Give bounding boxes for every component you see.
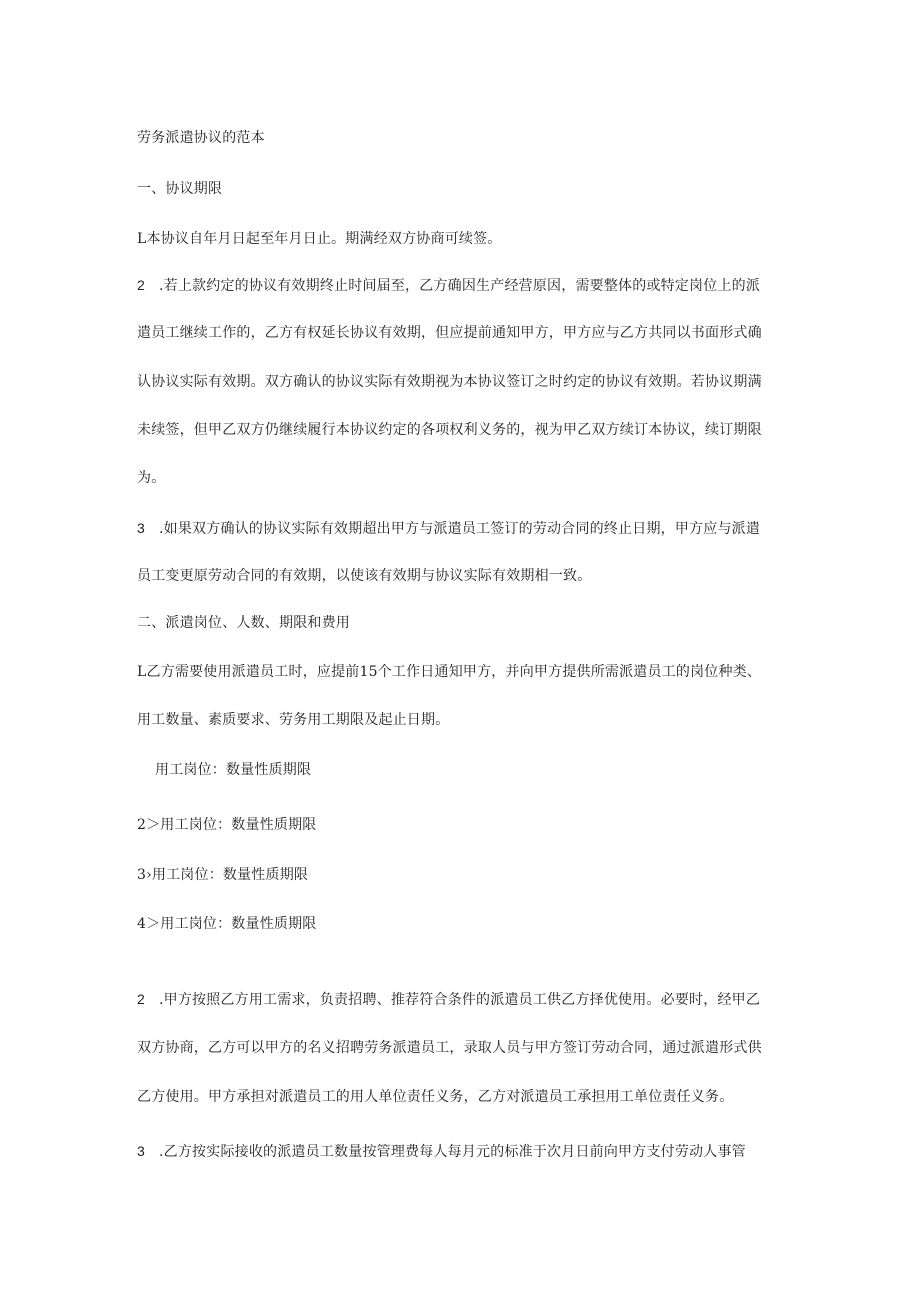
document-title: 劳务派遣协议的范本 (137, 130, 265, 146)
paragraph-dispatch-2-line3: 乙方使用。甲方承担对派遣员工的用人单位责任义务，乙方对派遣员工承担用工单位责任义务。 (137, 1089, 734, 1105)
paragraph-term-2-line2: 遣员工继续工作的，乙方有权延长协议有效期，但应提前通知甲方，甲方应与乙方共同以书面形式确 (137, 325, 762, 341)
text-line: .甲方按照乙方用工需求，负责招聘、推荐符合条件的派遣员工供乙方择优使用。必要时，经甲乙 (159, 992, 761, 1008)
paragraph-dispatch-2-line2: 双方协商，乙方可以甲方的名义招聘劳务派遣员工，录取人员与甲方签订劳动合同，通过派遣形式供 (137, 1040, 762, 1056)
item-number: 2 (137, 277, 145, 293)
text-line: .若上款约定的协议有效期终止时间届至，乙方确因生产经营原因，需要整体的或特定岗位上的派 (159, 278, 761, 294)
paragraph-dispatch-3-line1 (137, 1141, 746, 1162)
paragraph-term-2-line5: 为。 (137, 470, 166, 486)
text-line: .如果双方确认的协议实际有效期超出甲方与派遣员工签订的劳动合同的终止日期，甲方应与派遣 (159, 521, 761, 537)
paragraph-term-3-line2: 员工变更原劳动合同的有效期，以使该有效期与协议实际有效期相一致。 (137, 568, 592, 584)
section-heading-dispatch: 二、派遣岗位、人数、期限和费用 (137, 615, 350, 631)
text-line: .乙方按实际接收的派遣员工数量按管理费每人每月元的标准于次月日前向甲方支付劳动人事管 (159, 1144, 746, 1160)
post-line-4: 4＞用工岗位：数量性质期限 (137, 916, 317, 932)
section-heading-term: 一、协议期限 (137, 181, 223, 197)
paragraph-term-2-line4: 未续签，但甲乙双方仍继续履行本协议约定的各项权利义务的，视为甲乙双方续订本协议，续订期限 (137, 422, 762, 438)
item-number: 3 (137, 1143, 145, 1159)
post-line-2: 2＞用工岗位：数量性质期限 (137, 817, 317, 833)
paragraph-term-1: L本协议自年月日起至年月日止。期满经双方协商可续签。 (137, 231, 502, 247)
paragraph-term-2-line3: 认协议实际有效期。双方确认的协议实际有效期视为本协议签订之时约定的协议有效期。若协议期满 (137, 374, 762, 390)
post-line-1: 用工岗位：数量性质期限 (155, 762, 312, 778)
paragraph-dispatch-1-line2: 用工数量、素质要求、劳务用工期限及起止日期。 (137, 712, 450, 728)
paragraph-dispatch-1-line1: L乙方需要使用派遣员工时，应提前15个工作日通知甲方，并向甲方提供所需派遣员工的岗位种类、 (137, 664, 762, 680)
paragraph-term-3-line1 (137, 518, 760, 539)
paragraph-term-2-line1 (137, 275, 760, 296)
post-line-3: 3›用工岗位：数量性质期限 (137, 867, 309, 883)
item-number: 2 (137, 991, 145, 1007)
paragraph-dispatch-2-line1 (137, 989, 760, 1010)
item-number: 3 (137, 520, 145, 536)
